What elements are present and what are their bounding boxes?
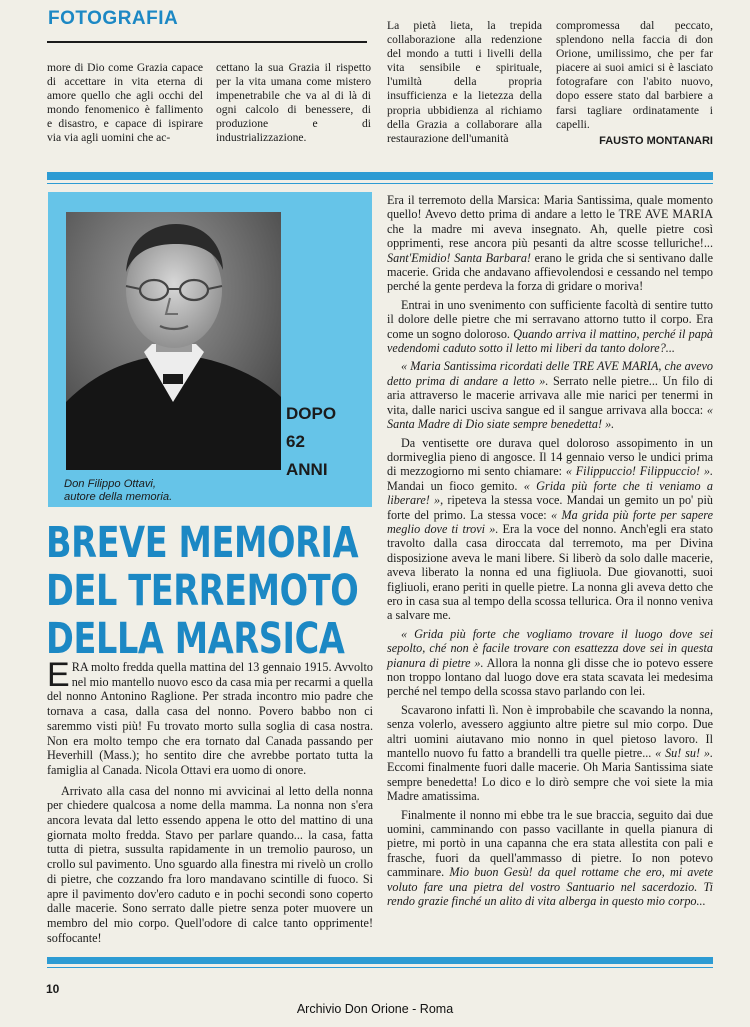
photo-caption: [64, 478, 172, 504]
story-right-paragraph-4: [387, 436, 713, 623]
caption-line-1: Don Filippo Ottavi,: [64, 478, 157, 490]
text-span: Eccomi finalmente fuori dalle macerie. Oh Maria Santissima siate sempre benedetta! Lo dico e lo dirò sempre che voi siete la mia Madre amatissima.: [387, 760, 713, 804]
portrait-illustration: [66, 212, 281, 470]
text-span: Era il terremoto della Marsica: Maria Santissima, quale momento quello! Avevo detto prima di andare a letto le TRE AVE MARIA che la madre mi aveva insegnato. Ah, quelle pietre così opprimenti, rese ancora più pesanti da altre scosse telluriche!...: [387, 193, 713, 251]
story-left-column: [47, 656, 373, 945]
bottom-thin-rule: [47, 967, 713, 968]
italic-span: « Ma grida più forte per sapere meglio dove ti trovi ».: [387, 507, 713, 536]
italic-span: « Maria Santissima ricordati delle TRE AVE MARIA, che avevo detto prima di andare a letto ».: [387, 359, 713, 388]
dopo-line-3: ANNI: [286, 460, 328, 479]
text-span: Finalmente il nonno mi ebbe tra le sue braccia, seguito dai due uomini, camminando con passo vacillante in quella pianura di pietre, mi portò in una capanna che era stata allestita con pali e frasche, fuori da quell'ammasso di pietre. Io non potevo camminare.: [387, 807, 713, 880]
portrait-photo: [66, 212, 281, 470]
italic-span: « Grida più forte che ti veniamo a liberare! »: [387, 478, 714, 508]
italic-span: « Grida più forte che vogliamo trovare il luogo dove sei sepolto, ché non è facile trovare con esattezza dove sei in questa pianura di pietre ».: [387, 626, 713, 670]
top-color-band: [47, 172, 713, 180]
author-signature: FAUSTO MONTANARI: [599, 134, 713, 147]
top-column-3: [387, 19, 542, 146]
headline-line-3: DELLA MARSICA: [46, 614, 345, 664]
story-right-paragraph-2: [387, 298, 713, 356]
italic-span: Sant'Emidio! Santa Barbara!: [387, 250, 531, 265]
dopo-line-1: DOPO: [286, 404, 337, 423]
italic-span: « Su! su! ».: [655, 746, 713, 761]
story-right-paragraph-7: [387, 808, 713, 909]
drop-cap: E: [47, 656, 70, 694]
article-headline: [46, 519, 358, 663]
top-column-1: [47, 61, 203, 146]
story-right-paragraph-6: [387, 703, 713, 804]
text-span: Entrai in uno svenimento con sufficiente facoltà di sentire tutto il dolore delle pietre che mi serravano attorno tutto il corpo. Era come un sogno doloroso.: [387, 297, 713, 341]
dopo-62-anni-label: [286, 400, 362, 484]
text-span: , ripeteva la stessa voce. Mandai un gemito un po' più forte del primo. La stessa voce:: [387, 493, 713, 522]
text-span: Mandai un fioco gemito.: [387, 478, 524, 493]
text-span: Serrato nelle pietre... Un filo di aria attraverso le macerie arrivava alle mie narici per tenermi in vita, dalle narici usciva sangue ed il sangue arrivava alla bocca:: [387, 373, 713, 417]
top-column-2-text: cettano la sua Grazia il rispetto per la vita umana come mistero impenetrabile che va al di là di ogni calcolo di benessere, di produzione e di industrializzazione.: [216, 61, 371, 145]
header-rule: [47, 41, 367, 43]
top-column-2: [216, 61, 371, 146]
headline-line-2: DEL TERREMOTO: [46, 566, 359, 616]
story-right-column: [387, 193, 713, 913]
text-span: Era la voce del nonno. Anch'egli era stato travolto dalla casa diroccata dal terremoto, ma per Divina disposizione aveva le mani libere. Si liberò da solo dalle macerie, aveva liberato la nonna ed una figliuola. Due giovanotti, suoi figliuoli, erano periti in quelle pietre. La nonna gli aveva detto che ero in casa sua al tempo della scossa tellurica. Ora il nonno veniva a salvare me.: [387, 521, 714, 623]
italic-span: Quando arriva il mattino, perché il papà vedendomi caduto sotto il letto mi liberi da tanto dolore?...: [387, 326, 714, 356]
archive-credit: Archivio Don Orione - Roma: [296, 1002, 454, 1016]
caption-line-2: autore della memoria.: [64, 491, 173, 503]
page-number: 10: [46, 982, 60, 996]
italic-span: Mio buon Gesù! da quel rottame che ero, mi avete voluto fare una pietra del vostro Santuario nel sacerdozio. Ti rendo grazie finché un alito di vita alberga in questo mio corpo...: [387, 865, 713, 909]
headline-line-1: BREVE MEMORIA: [46, 518, 359, 568]
italic-span: « Filippuccio! Filippuccio! ».: [565, 464, 713, 479]
text-span: Da ventisette ore durava quel doloroso assopimento in un dormiveglia pieno di angosce. Il 14 gennaio verso le undici prima di mezzogiorno mi sento chiamare:: [387, 435, 713, 479]
top-thin-rule: [47, 183, 713, 184]
top-column-3-text: La pietà lieta, la trepida collaborazione alla redenzione del mondo a tutti i livelli della vita sensibile e spirituale, l'umiltà della propria insufficienza e la lietezza della propria ubbidienza al richiamo della Grazia a collaborare alla restaurazione dell'umanità: [387, 19, 542, 145]
text-span: Scavarono infatti lì. Non è improbabile che scavando la nonna, senza volerlo, avessero aggiunto altre pietre sul mio corpo. Due altri uomini aiutavano mio nonno in quel pietoso lavoro. Il mantello nuovo fu fatto a brandelli tra quelle pietre...: [387, 702, 713, 761]
text-span: Allora la nonna gli disse che io potevo essere non troppo lontano dal luogo dove era stata scavata lei medesima perché nel tempo della scossa stavo parlando con lei.: [387, 655, 713, 699]
story-right-paragraph-1: [387, 193, 713, 294]
italic-span: « Santa Madre di Dio siate sempre benedetta! ».: [387, 402, 713, 432]
bottom-color-band: [47, 957, 713, 964]
top-column-4-text: compromessa dal peccato, splendono nella faccia di don Orione, umilissimo, che per far piacere ai suoi amici si è lasciato fotografare con l'abito nuovo, dopo essere stato dal barbiere a farsi tagliare ordinatamente i capelli.: [556, 19, 713, 131]
story-paragraph-1-text: RA molto fredda quella mattina del 13 gennaio 1915. Avvolto nel mio mantello nuovo esco da casa mia per recarmi a quella del nonno Antonino Raglione. Per strada incontro mio padre che tornava a casa, dalla casa del nonno. Povero babbo non ci saremmo visti più! Fu trovato morto sulla soglia di casa nostra. Non era molto tempo che era tornato dal Canada passando per Heverhill (Mass.); ho sentito dire che avrebbe portato tutta la famiglia al Canada. Nicola Ottavi era uomo di onore.: [47, 660, 373, 777]
story-right-paragraph-5: [387, 627, 713, 699]
story-paragraph-2: Arrivato alla casa del nonno mi avvicinai al letto della nonna per chiedere qualcosa a nome della mamma. La nonna non s'era ancora levata dal letto essendo appena le otto del mattino di una giornata molto fredda. Stavo per parlare quando... la casa, fatta tutta di pietra, sussulta rapidamente in un tremolio pauroso, un crollo sul pavimento. Uno sguardo alla finestra mi rivelò un crollo di pietre, che cozzando fra loro mandavano scintille di fuoco. Si apre il pavimento dov'ero caduto e in pochi secondi sono coperto dalle macerie. Sono serrato dalle pietre senza poter muovere un membro del mio corpo. Quell'odore di calce tanto opprimente! soffocante!: [47, 783, 373, 945]
text-span: erano le grida che si sentivano dalle macerie. Grida che andavano affievolendosi e cessando nel tempo perché la gente perdeva la forza di gridare o moriva!: [387, 250, 713, 294]
story-paragraph-1: [47, 656, 373, 778]
story-right-paragraph-3: [387, 359, 713, 431]
top-column-4: [556, 19, 713, 148]
dopo-line-2: 62: [286, 432, 305, 451]
top-column-1-text: more di Dio come Grazia capace di accettare in vita eterna di amore quello che agli occhi del mondo fenomenico è fallimento e disastro, e capace di ispirare via via agli uomini che ac-: [47, 61, 203, 145]
section-label: FOTOGRAFIA: [48, 8, 179, 29]
